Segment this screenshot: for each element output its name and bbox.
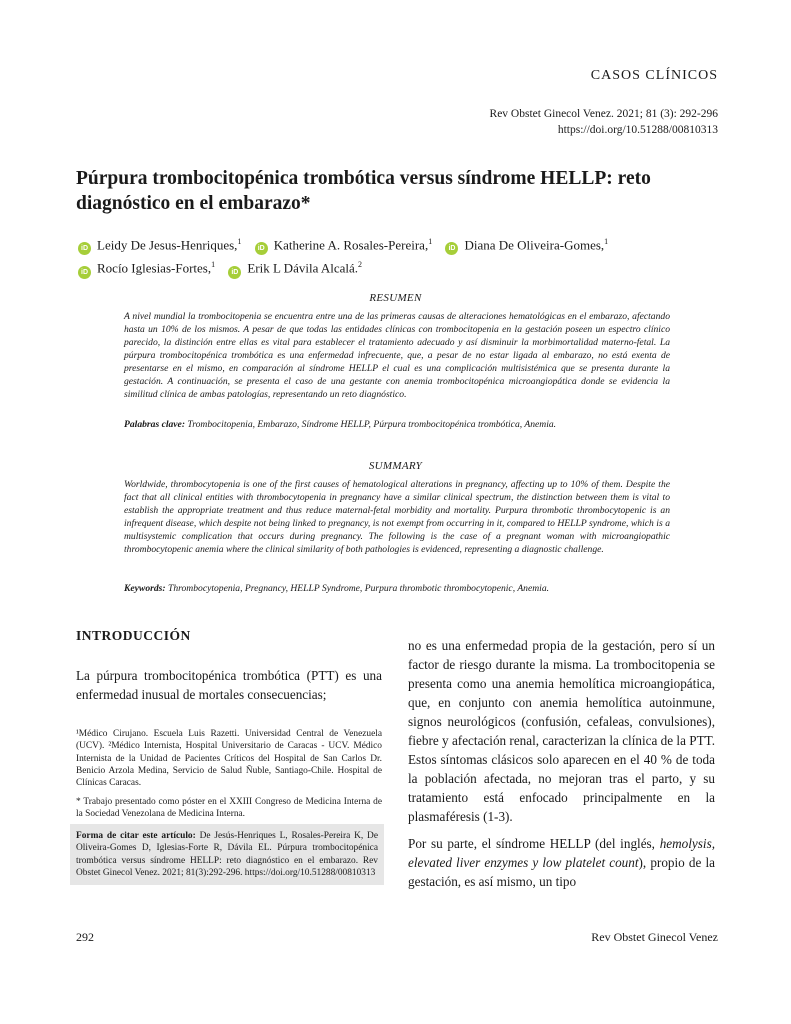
author-affiliation-mark: 1 <box>237 237 242 246</box>
orcid-icon[interactable]: iD <box>445 242 458 255</box>
author-item <box>255 232 433 255</box>
author-affiliation-mark: 2 <box>358 260 363 270</box>
doi-link[interactable]: https://doi.org/10.51288/00810313 <box>557 124 718 136</box>
author-item <box>78 232 241 255</box>
citation-label: Forma de citar este artículo: <box>76 831 196 841</box>
author-name: Leidy De Jesus-Henriques, <box>97 237 238 253</box>
page-number: 292 <box>76 930 94 944</box>
author-item <box>78 255 215 278</box>
para-text: Por su parte, el síndrome HELLP (del inglés, <box>408 836 660 851</box>
congress-footnote: * Trabajo presentado como póster en el XXIII Congreso de Medicina Interna de la Sociedad Venezolana de Medicina Interna. <box>76 797 382 820</box>
author-item <box>228 255 362 278</box>
affiliations-footnote: ¹Médico Cirujano. Escuela Luis Razetti. Universidad Central de Venezuela (UCV). ²Médico Internista, Hospital Universitario de Caracas - UCV. Médico Internista de la Unidad de Pacientes Críticos del Hospital de San Carlos Dr. Benicio Arzola Medina, Servicio de Salud Ñuble, Santiago-Chile. Hospital de Clínicas Caracas. <box>76 729 382 789</box>
keywords-label: Keywords: <box>124 583 166 594</box>
author-affiliation-mark: 1 <box>428 237 433 246</box>
author-name: Katherine A. Rosales-Pereira, <box>273 237 429 253</box>
article-title: Púrpura trombocitopénica trombótica versus síndrome HELLP: reto diagnóstico en el embarazo* <box>76 168 651 214</box>
author-affiliation-mark: 1 <box>604 237 609 246</box>
orcid-icon[interactable]: iD <box>228 266 241 279</box>
author-name: Diana De Oliveira-Gomes, <box>464 237 605 253</box>
keywords-label: Palabras clave: <box>124 419 186 430</box>
orcid-icon[interactable]: iD <box>78 242 91 255</box>
resumen-text: A nivel mundial la trombocitopenia se encuentra entre una de las primeras causas de alteraciones hematológicas en el embarazo, afectando hasta un 10% de los mismos. A pesar de que todas las entidades clínicas con trombocitopenia en la gestación poseen un espectro clínico parecido, la distinción entre ellas es vital para establecer el tratamiento adecuado y así disminuir la morbimortalidad materno-fetal. La púrpura trombocitopénica trombótica es una enfermedad infrecuente, que, a pesar de no estar ligada al embarazo, no está exenta de presentarse en el mismo, en comparación al síndrome HELLP el cual es una complicación multisistémica que se presenta durante la gestación. A continuación, se presenta el caso de una gestante con anemia trombocitopénica microangiopática donde se evidencia la similitud clínica de ambas patologías, representando un reto diagnóstico. <box>124 311 670 400</box>
keywords-text: Trombocitopenia, Embarazo, Síndrome HELLP, Púrpura trombocitopénica trombótica, Anemia. <box>187 419 557 430</box>
author-item <box>445 232 608 255</box>
orcid-icon[interactable]: iD <box>255 242 268 255</box>
author-affiliation-mark: 1 <box>211 260 216 270</box>
resumen-heading: RESUMEN <box>369 292 422 304</box>
citation-text: De Jesús-Henriques L, Rosales-Pereira K, De Oliveira-Gomes D, Iglesias-Forte R, Dávila EL. Púrpura trombocitopénica trombótica versus síndrome HELLP: reto diagnóstico en el embarazo. Rev Obstet Ginecol Venez. 2021; 81(3):292-296. https://doi.org/10.51288/00810313 <box>76 831 378 878</box>
author-name: Erik L Dávila Alcalá. <box>247 260 359 276</box>
journal-reference <box>490 106 718 138</box>
para-text: ), propio de la gestación, es así mismo, un tipo <box>408 855 715 889</box>
journal-citation-line: Rev Obstet Ginecol Venez. 2021; 81 (3): 292-296 <box>489 108 718 120</box>
footer-journal: Rev Obstet Ginecol Venez <box>591 930 718 944</box>
summary-text: Worldwide, thrombocytopenia is one of the first causes of hematological alterations in pregnancy, affecting up to 10% of them. Despite the fact that all clinical entities with thrombocytopenia in pregnancy have a similar clinical spectrum, the distinction between them is vital to establish the appropriate treatment and thus reduce maternal-fetal morbidity and mortality. Purpura thrombotic thrombocytopenic is an infrequent disease, which despite not being linked to pregnancy, is not exempt from occurring in it, compared to HELLP syndrome, which is a multisystemic complication that occurs during pregnancy. The following is the case of a pregnant woman with microangiopathic thrombocytopenic anemia where the clinical similarity of both pathologies is evidenced, representing a diagnostic challenge. <box>124 479 670 555</box>
para-italic-text: hemolysis, elevated liver enzymes y low platelet count <box>408 836 715 870</box>
intro-paragraph-left: La púrpura trombocitopénica trombótica (PTT) es una enfermedad inusual de mortales consecuencias; <box>76 668 382 702</box>
author-name: Rocío Iglesias-Fortes, <box>97 260 212 276</box>
intro-paragraph-right-2 <box>408 834 715 891</box>
orcid-icon[interactable]: iD <box>78 266 91 279</box>
summary-heading: SUMMARY <box>368 460 423 472</box>
intro-paragraph-right-1: no es una enfermedad propia de la gestación, pero sí un factor de riesgo durante la misma. La trombocitopenia se presenta como una anemia hemolítica microangiopática, que, en conjunto con anemia hemolítica autoinmune, signos neurológicos (confusión, cefaleas, convulsiones), fiebre y afectación renal, caracterizan la clínica de la PTT. Estos síntomas clásicos solo aparecen en el 40 % de toda la población afectada, no mejoran tras el parto, y su tratamiento está enfocado principalmente en la plasmaféresis (1-3). <box>408 638 715 824</box>
keywords-text: Thrombocytopenia, Pregnancy, HELLP Syndrome, Purpura thrombotic thrombocytopenic, Anemia. <box>167 583 550 594</box>
section-label: CASOS CLÍNICOS <box>590 68 718 83</box>
summary-keywords <box>124 582 670 595</box>
resumen-keywords <box>124 418 670 431</box>
citation-box <box>70 824 384 885</box>
author-list <box>78 232 718 279</box>
introduction-heading: INTRODUCCIÓN <box>76 628 191 643</box>
